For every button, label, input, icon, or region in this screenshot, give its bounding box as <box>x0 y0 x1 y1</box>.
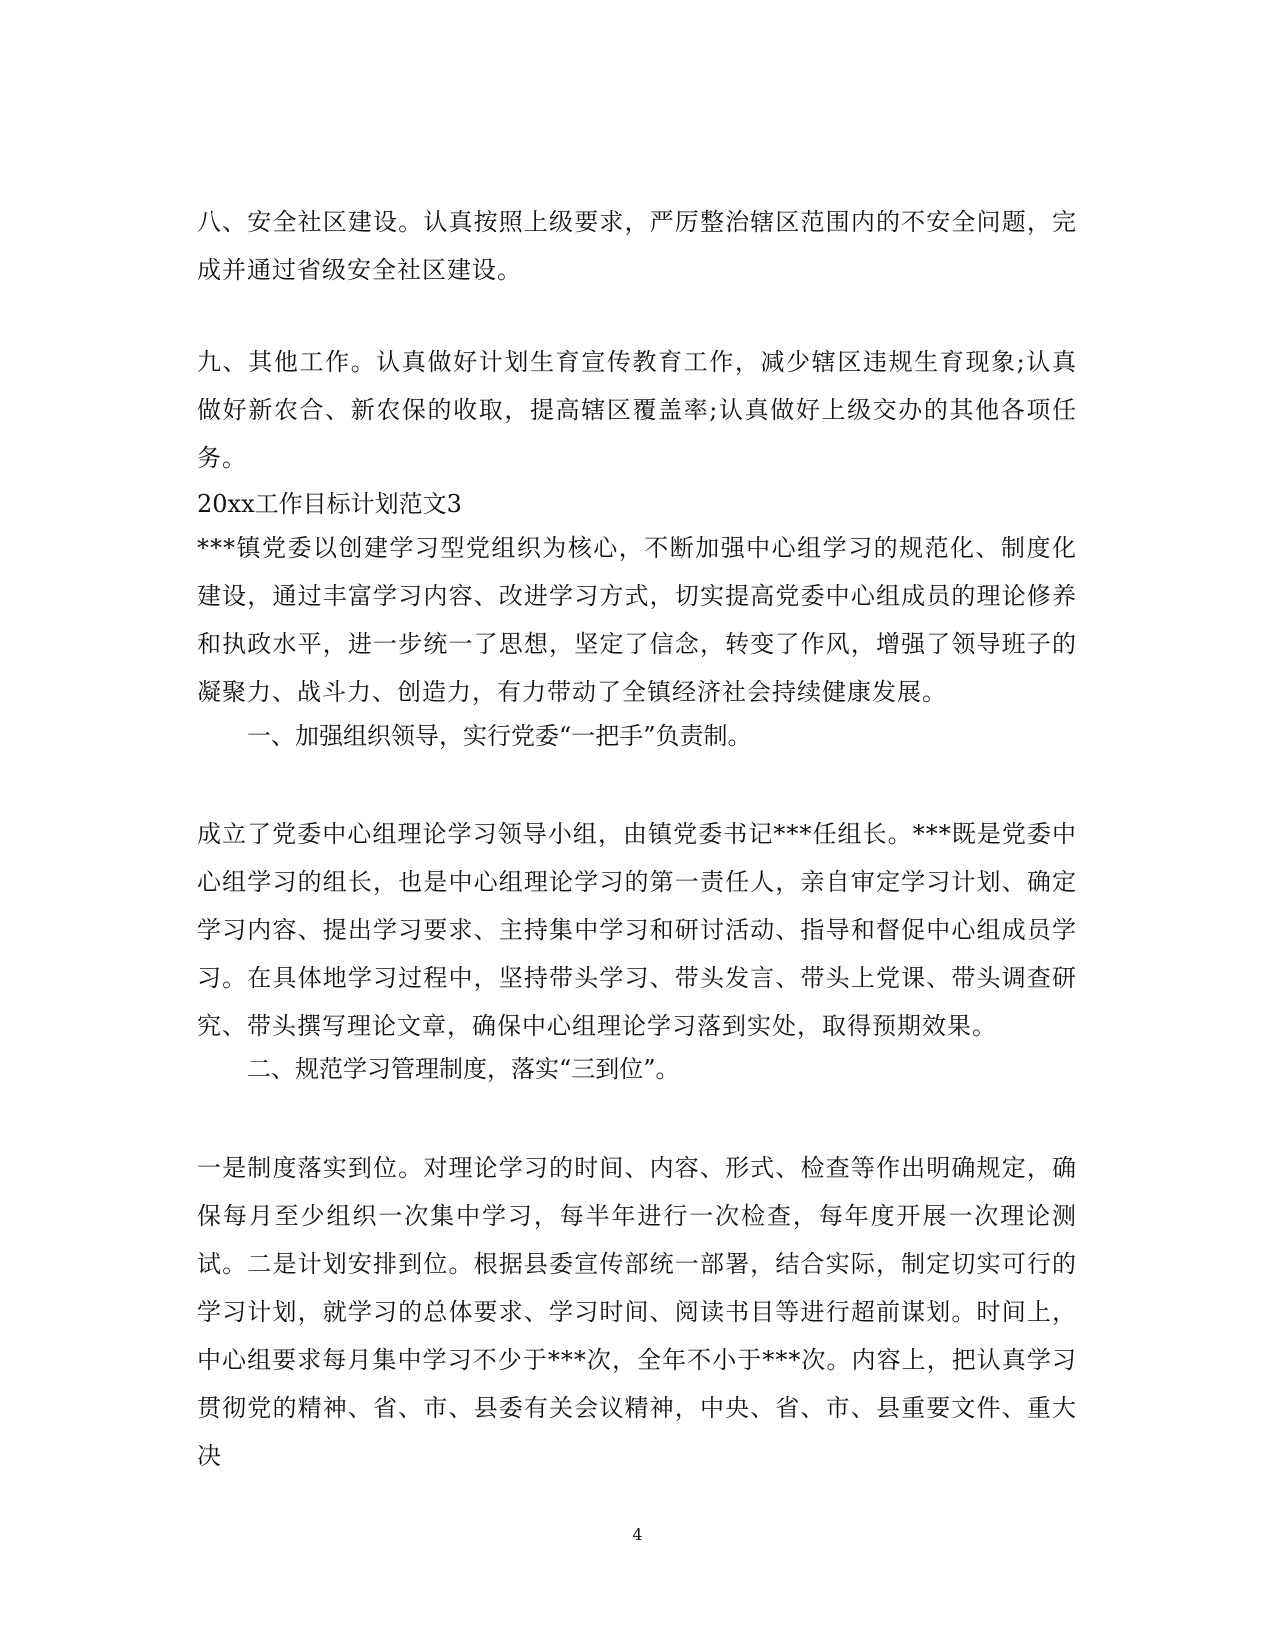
paragraph-intro: ***镇党委以创建学习型党组织为核心，不断加强中心组学习的规范化、制度化建设，通过丰富学习内容、改进学习方式，切实提高党委中心组成员的理论修养和执政水平，进一步统一了思想，坚定了信念，转变了作风，增强了领导班子的凝聚力、战斗力、创造力，有力带动了全镇经济社会持续健康发展。 <box>197 534 1077 706</box>
heading-management-system: 二、规范学习管理制度，落实“三到位”。 <box>247 1055 680 1083</box>
heading-organization-leadership: 一、加强组织领导，实行党委“一把手”负责制。 <box>247 722 752 750</box>
section-title: 20xx工作目标计划范文3 <box>197 490 462 518</box>
paragraph-safe-community: 八、安全社区建设。认真按照上级要求，严厉整治辖区范围内的不安全问题，完成并通过省级安全社区建设。 <box>197 208 1077 284</box>
paragraph-system-implementation: 一是制度落实到位。对理论学习的时间、内容、形式、检查等作出明确规定，确保每月至少组织一次集中学习，每半年进行一次检查，每年度开展一次理论测试。二是计划安排到位。根据县委宣传部统一部署，结合实际，制定切实可行的学习计划，就学习的总体要求、学习时间、阅读书目等进行超前谋划。时间上，中心组要求每月集中学习不少于***次，全年不小于***次。内容上，把认真学习贯彻党的精神、省、市、县委有关会议精神，中央、省、市、县重要文件、重大决 <box>197 1154 1077 1470</box>
paragraph-other-work: 九、其他工作。认真做好计划生育宣传教育工作，减少辖区违规生育现象;认真做好新农合、新农保的收取，提高辖区覆盖率;认真做好上级交办的其他各项任务。 <box>197 348 1077 472</box>
paragraph-leader-group: 成立了党委中心组理论学习领导小组，由镇党委书记***任组长。***既是党委中心组学习的组长，也是中心组理论学习的第一责任人，亲自审定学习计划、确定学习内容、提出学习要求、主持集中学习和研讨活动、指导和督促中心组成员学习。在具体地学习过程中，坚持带头学习、带头发言、带头上党课、带头调查研究、带头撰写理论文章，确保中心组理论学习落到实处，取得预期效果。 <box>197 820 1077 1040</box>
page-number: 4 <box>632 1525 643 1544</box>
